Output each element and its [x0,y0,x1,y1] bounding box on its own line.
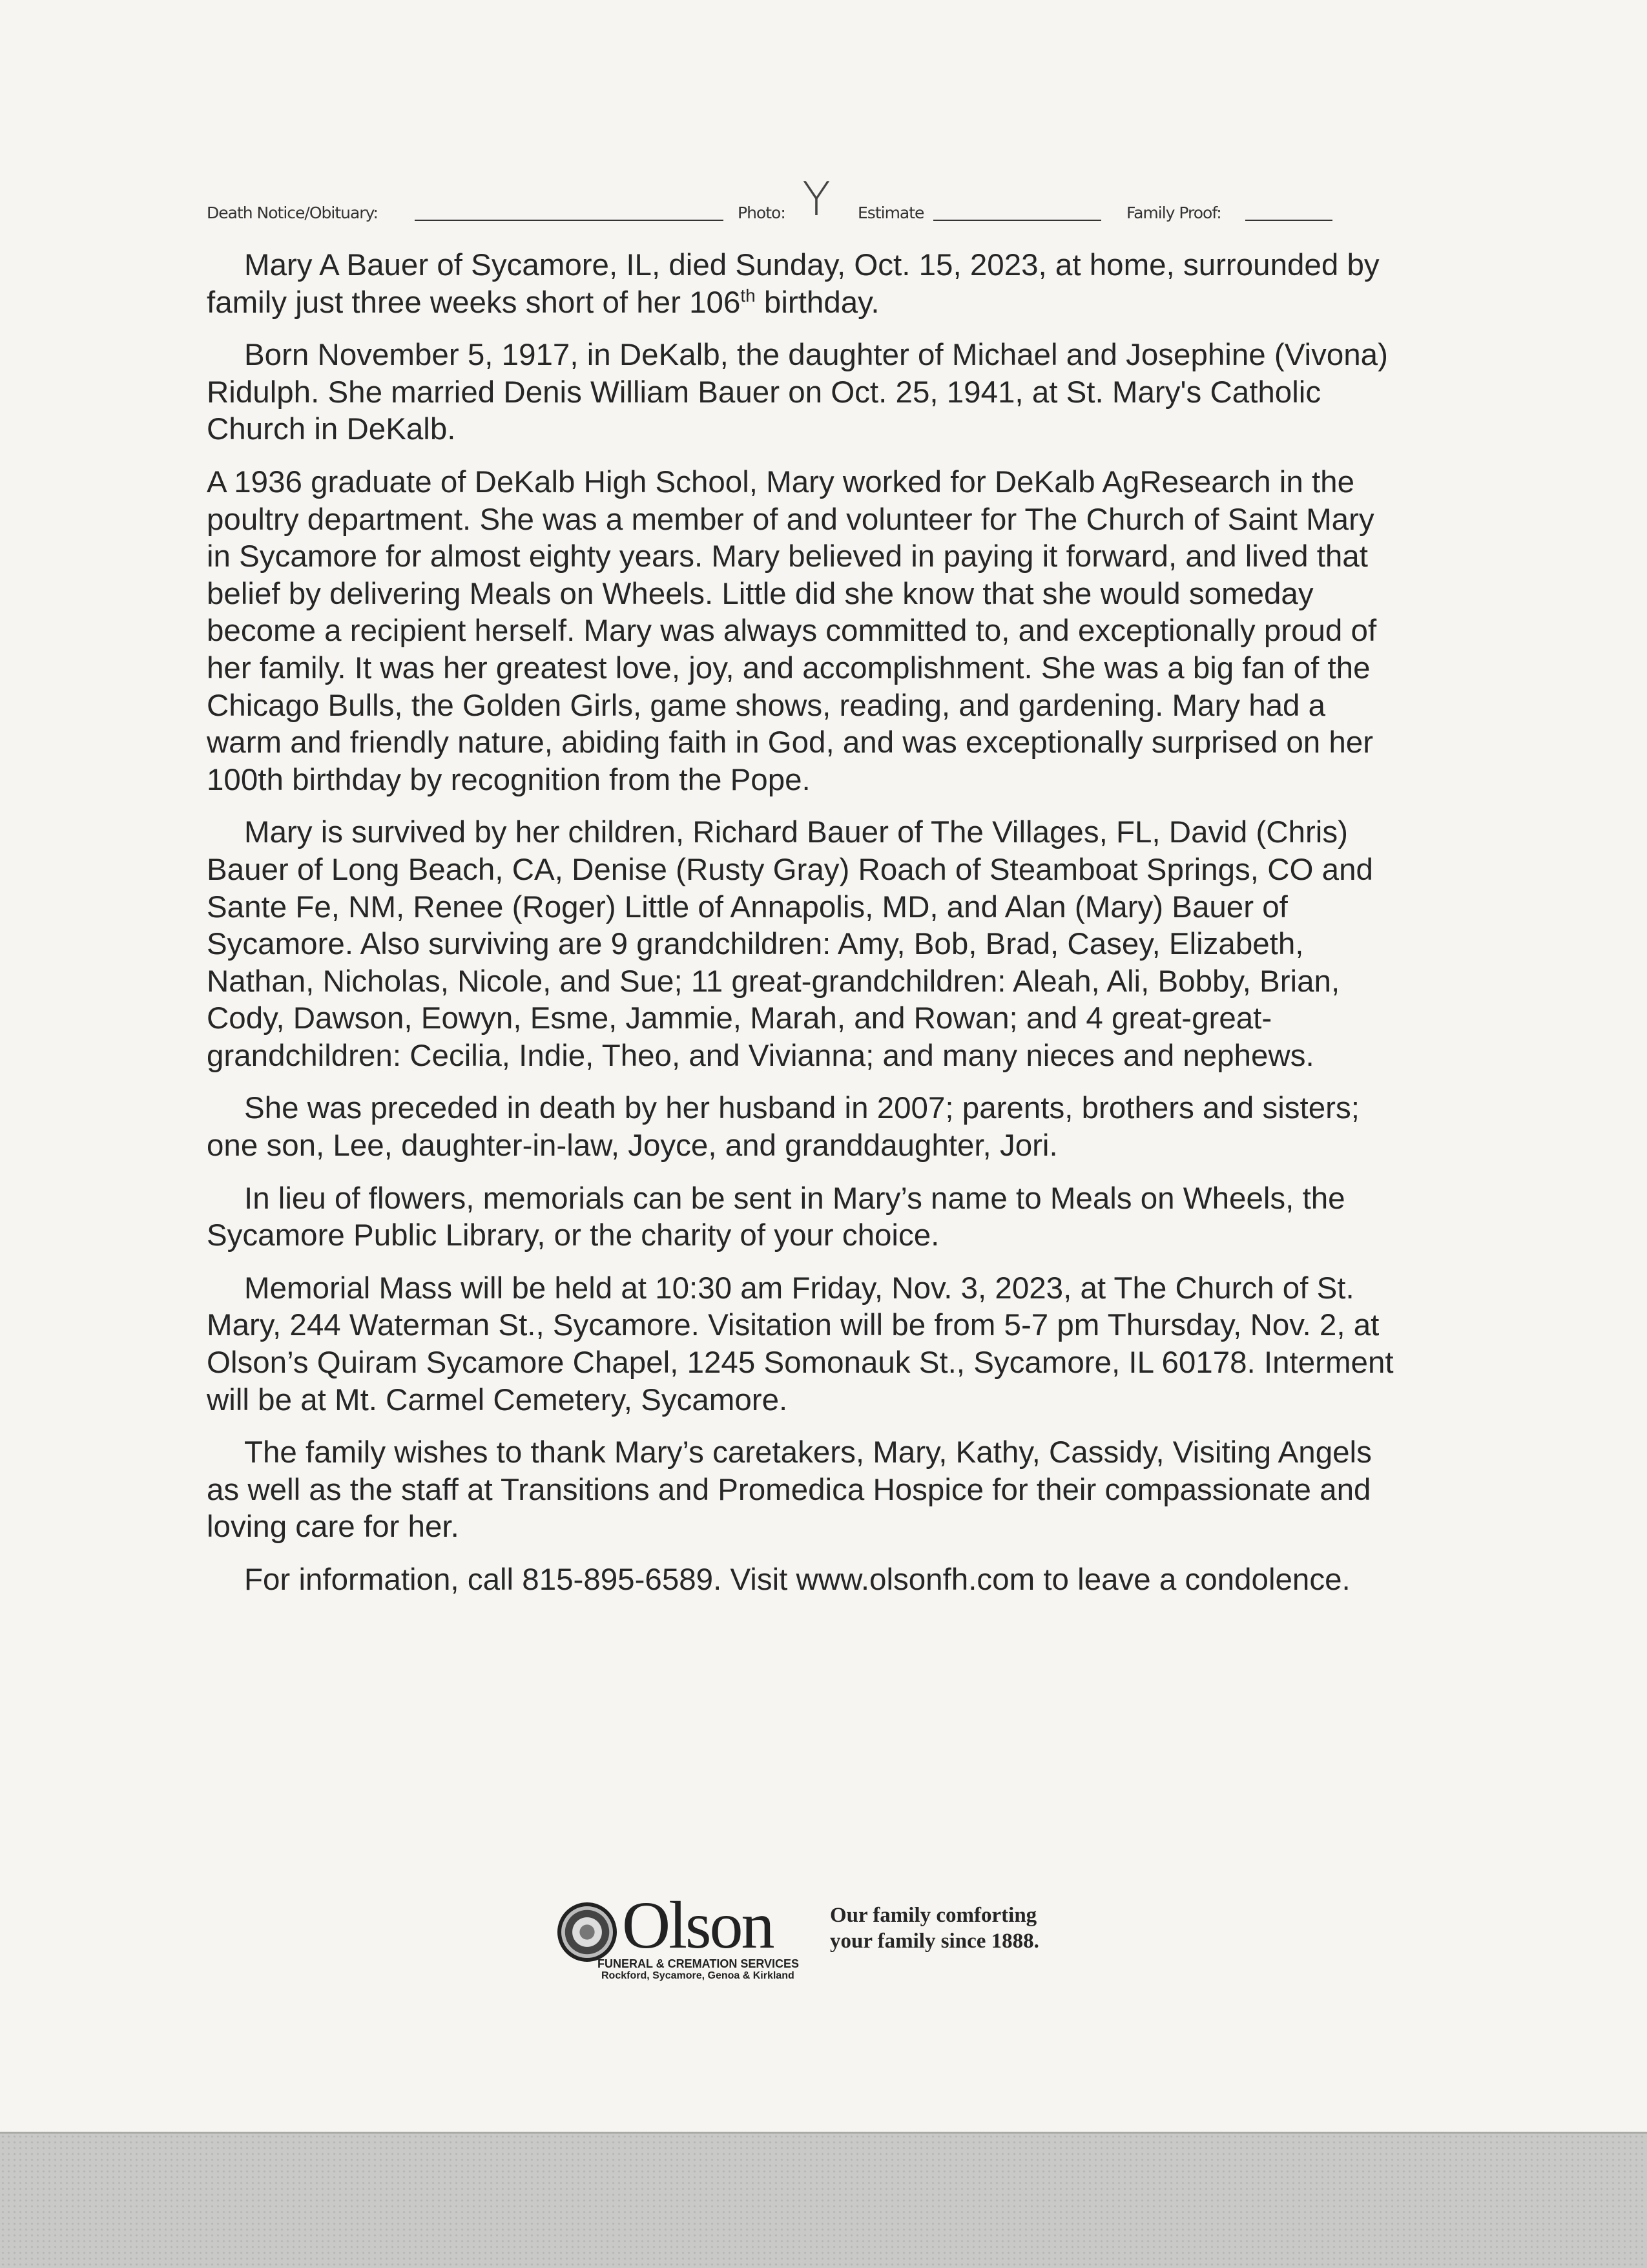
paragraph-line: Sante Fe, NM, Renee (Roger) Little of Annapolis, MD, and Alan (Mary) Bauer of [207,890,1288,924]
paragraph-line: Bauer of Long Beach, CA, Denise (Rusty Gray) Roach of Steamboat Springs, CO and [207,852,1373,887]
paragraph-line: become a recipient herself. Mary was always committed to, and exceptionally proud of [207,614,1377,649]
estimate-label: Estimate [858,203,924,222]
paragraph-line: Sycamore. Also surviving are 9 grandchildren: Amy, Bob, Brad, Casey, Elizabeth, [207,927,1304,962]
paragraph-line: Olson’s Quiram Sycamore Chapel, 1245 Somonauk St., Sycamore, IL 60178. Interment [207,1346,1394,1380]
paragraph-line: belief by delivering Meals on Wheels. Little did she know that she would someday [207,576,1314,611]
paragraph-line: Born November 5, 1917, in DeKalb, the daughter of Michael and Josephine (Vivona) [244,338,1388,373]
family-proof-label: Family Proof: [1126,203,1221,222]
paragraph-line: In lieu of flowers, memorials can be sent in Mary’s name to Meals on Wheels, the [244,1181,1345,1216]
estimate-blank [933,219,1101,221]
paragraph-line: A 1936 graduate of DeKalb High School, Mary worked for DeKalb AgResearch in the [207,464,1355,499]
office-use-header [207,172,1337,227]
seal-icon [557,1902,617,1962]
paragraph-line: will be at Mt. Carmel Cemetery, Sycamore. [207,1382,788,1417]
logo-locations: Rockford, Sycamore, Genoa & Kirkland [601,1970,794,1981]
paragraph-line: family just three weeks short of her 106th birthday. [207,285,880,320]
paragraph-line: poultry department. She was a member of and volunteer for The Church of Saint Mary [207,502,1374,537]
logo-tagline [830,1902,1039,1954]
paragraph-line: For information, call 815-895-6589. Visit www.olsonfh.com to leave a condolence. [244,1563,1351,1597]
obituary-paragraph [207,1561,1466,1599]
paragraph-line: Sycamore Public Library, or the charity of your choice. [207,1218,940,1253]
paragraph-line: Cody, Dawson, Eowyn, Esme, Jammie, Marah, and Rowan; and 4 great-great- [207,1001,1272,1036]
logo-name: Olson [622,1888,773,1962]
paragraph-line: 100th birthday by recognition from the Pope. [207,762,811,797]
paragraph-line: warm and friendly nature, abiding faith in God, and was exceptionally surprised on her [207,725,1374,760]
photo-value: Y [802,172,830,226]
scanner-bed-strip [0,2132,1647,2268]
tagline-line1: Our family comforting [830,1904,1037,1927]
paragraph-line: Mary A Bauer of Sycamore, IL, died Sunday, Oct. 15, 2023, at home, surrounded by [244,248,1380,282]
paragraph-line: one son, Lee, daughter-in-law, Joyce, and granddaughter, Jori. [207,1129,1058,1163]
paragraph-line: Nathan, Nicholas, Nicole, and Sue; 11 great-grandchildren: Aleah, Ali, Bobby, Brian, [207,964,1340,999]
obituary-paragraph [207,464,1466,798]
paragraph-line: Memorial Mass will be held at 10:30 am Friday, Nov. 3, 2023, at The Church of St. [244,1271,1354,1306]
obituary-paragraph [207,1180,1466,1254]
logo-subtitle: FUNERAL & CREMATION SERVICES [597,1957,800,1970]
death-notice-label: Death Notice/Obituary: [207,203,378,222]
paragraph-line: Chicago Bulls, the Golden Girls, game shows, reading, and gardening. Mary had a [207,688,1326,723]
obituary-paragraph [207,337,1466,448]
paragraph-line: Church in DeKalb. [207,412,456,447]
paragraph-line: loving care for her. [207,1510,459,1545]
paragraph-line: The family wishes to thank Mary’s caretakers, Mary, Kathy, Cassidy, Visiting Angels [244,1435,1372,1470]
obituary-paragraph [207,1270,1466,1419]
paragraph-line: as well as the staff at Transitions and Promedica Hospice for their compassionate and [207,1472,1371,1507]
death-notice-blank [415,219,723,221]
obituary-paragraph [207,814,1466,1074]
paragraph-line: her family. It was her greatest love, joy, and accomplishment. She was a big fan of the [207,650,1371,685]
paragraph-line: Mary, 244 Waterman St., Sycamore. Visitation will be from 5-7 pm Thursday, Nov. 2, at [207,1308,1380,1343]
obituary-paragraph [207,1090,1466,1164]
paragraph-line: Mary is survived by her children, Richard Bauer of The Villages, FL, David (Chris) [244,815,1348,850]
olson-logo [557,1888,835,1981]
family-proof-blank [1245,219,1332,221]
paragraph-line: She was preceded in death by her husband in 2007; parents, brothers and sisters; [244,1091,1360,1126]
photo-label: Photo: [738,203,785,222]
obituary-body [207,247,1466,1614]
paragraph-line: Ridulph. She married Denis William Bauer on Oct. 25, 1941, at St. Mary's Catholic [207,375,1321,410]
paragraph-line: in Sycamore for almost eighty years. Mary believed in paying it forward, and lived that [207,539,1368,574]
paragraph-line: grandchildren: Cecilia, Indie, Theo, and Vivianna; and many nieces and nephews. [207,1038,1314,1073]
obituary-paragraph [207,247,1466,321]
obituary-paragraph [207,1434,1466,1546]
tagline-line2: your family since 1888. [830,1930,1039,1953]
